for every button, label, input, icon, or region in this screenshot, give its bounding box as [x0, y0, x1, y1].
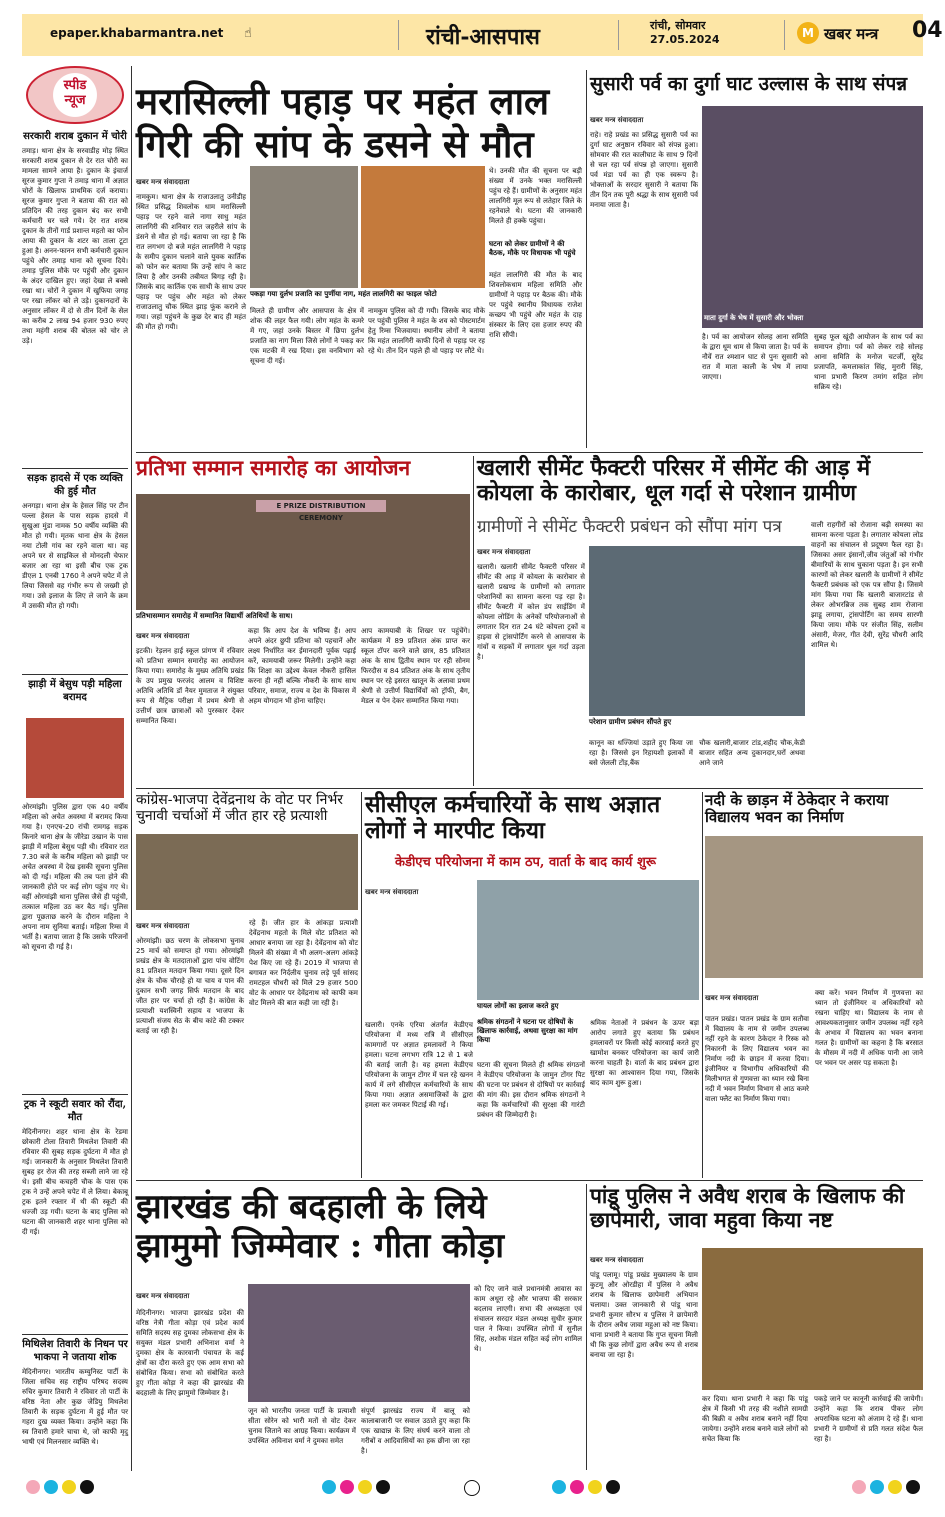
sidebar-headline: मिथिलेश तिवारी के निधन पर भाकपा ने जताया शोक [22, 1339, 128, 1363]
edition-date: 27.05.2024 [650, 33, 720, 46]
speed-news-sidebar [22, 66, 128, 1471]
sidebar-headline: झाड़ी में बेसुध पड़ी महिला बरामद [28, 679, 122, 703]
woman-photo [26, 718, 124, 798]
article-headline: पांडू पुलिस ने अवैध शराब के खिलाफ की छापेमारी, जावा महुवा किया नष्ट [590, 1183, 905, 1233]
article-text: सुबह फूल खूंदी आयोजन के साथ पर्व का समापन होगा। पर्व को लेकर राहे सोलह आना समिति के मनोज चटर्जी, सुरेंद्र प्रजापति, कमलाकांत सिंह, मुरारी सिंह, थाना प्रभारी किरण तमांग सहित लोग सक्रिय रहे। [814, 333, 923, 391]
byline: खबर मन्त्र संवाददाता [136, 178, 190, 186]
badge-line-2: न्यूज [64, 93, 86, 108]
villagers-discussion-photo [136, 834, 358, 910]
article-pandu-police-raid [590, 1184, 923, 1470]
article-text: को दिए जाने वाले प्रधानमंत्री आवास का काम अधूरा रहे और भाजपा की सरकार बदलाव लाएगी। सभा की अध्यक्षता एवं संचालन सरदार मंडल अध्यक्ष सुधीर कुमार पाल ने किया। उपस्थित लोगों में सुनील सिंह, अशोक मंडल सहित कई लोग शामिल थे। [474, 1285, 582, 1353]
page-title: रांची-आसपास [426, 24, 540, 50]
color-dot-icon [588, 1480, 602, 1494]
color-dot-icon [62, 1480, 76, 1494]
article-text: पातन प्रखंड। पातन प्रखंड के ग्राम सतौवा में विद्यालय के नाम से जमीन उपलब्ध नहीं रहने के कारण ठेकेदार ने रिस्क को निकारनी के लिए विद्यालय भवन का निर्माण नदी के छाड़न में करवा दिया। इंजीनियर व विभागीय अधिकारियों की मिलीभगत से गुणवत्ता का ध्यान रखे बिना नदी में भवन निर्माण विभाग से आठ कमरे वाला फ्लैट का निर्माण किया गया। [705, 1015, 809, 1103]
article-text: संपूर्ण झारखंड राज्य में बालू को कालाबाजारी पर सवाल उठाते हुए कहा कि एक खाद्यान्न के लिए संघर्ष करने वाला तो गरीबों व आदिवासियों का हक छीना जा रहा है। [361, 1407, 470, 1455]
sidebar-headline: सड़क हादसे में एक व्यक्ति की हुई मौत [27, 473, 123, 497]
article-headline: झारखंड की बदहाली के लिये झामुमो जिम्मेवार : गीता कोड़ा [136, 1187, 505, 1267]
column-rule [702, 792, 703, 1178]
divider [22, 468, 128, 469]
article-text: जून को भारतीय जनता पार्टी के प्रत्याशी सीता सोरेन को भारी मतों से वोट देकर चुनाव जिताने का आग्रह किया। कार्यक्रम में उपस्थित अविनाश वर्मा ने दुमका समेत [248, 1407, 356, 1445]
divider [22, 1334, 128, 1335]
article-text: पकड़े जाने पर कानूनी कार्रवाई की जायेगी। उन्होंने कहा कि शराब पीकर लोग अपराधिक घटना को अंजाम दे रहे हैं। थाना प्रभारी ने ग्रामीणों से प्रति गलत संदेश फैल रहा है। [814, 1395, 923, 1443]
color-dot-icon [570, 1480, 584, 1494]
site-url[interactable]: epaper.khabarmantra.net [50, 26, 224, 40]
brand-logo-icon: M [797, 22, 819, 44]
color-dot-icon [358, 1480, 372, 1494]
photo-caption: पकड़ा गया दुर्लभ प्रजाति का पुर्णीया नाग, महंत लालगिरी का फाइल फोटो [250, 290, 437, 298]
article-text: मेदिनीनगर। भाजपा झारखंड प्रदेश की वरिष्ठ नेत्री गीता कोड़ा एवं प्रदेश कार्य समिति सदस्य सह दुमका लोकसभा क्षेत्र के सयुक्त मंडल प्रभारी अभिनाश वर्मा ने दुमका क्षेत्र के कारवानी पंचायत के कई क्षेत्रों का दौरा करते हुए एक आम सभा को संबोधित किया। सभा को संबोधित करते हुए गीता कोड़ा ने कहा की झारखंड की बदहाली के लिए झामुमो जिम्मेवार है। [136, 1309, 244, 1397]
byline: खबर मन्त्र संवाददाता [136, 632, 190, 640]
article-text: कर दिया। थाना प्रभारी ने कहा कि पांडू क्षेत्र में किसी भी तरह की नशीले सामग्री की बिक्री व अवैध शराब बनाने नहीं दिया जायेगा। उन्होंने शराब बनाने वाले लोगों को सचेत किया कि [702, 1395, 808, 1443]
divider [398, 20, 399, 50]
color-dot-icon [44, 1480, 58, 1494]
article-text: ओरमांझी। छठ चरण के लोकसभा चुनाव 25 मार्च को समाप्त हो गया। ओरमांझी प्रखंड क्षेत्र के मतदाताओं द्वारा पांच वोटिंग 81 प्रतिशत मतदान किया गया। दूसरे दिन क्षेत्र के चौक चौराहे हो या चाय व पान की दुकान सभी जगह सिर्फ मतदान के बाद जीत हार पर चर्चा हो रही है। कांग्रेस के प्रत्याशी यशस्विनी सहाय व भाजपा के प्रत्याशी संजय सेठ के बीच कांटे की टक्कर बताई जा रही है। [136, 937, 244, 1035]
divider [22, 1094, 128, 1095]
article-subhead: ग्रामीणों ने सीमेंट फैक्टरी प्रबंधन को सौंपा मांग पत्र [477, 517, 782, 537]
sidebar-item [22, 1338, 128, 1471]
divider [618, 20, 619, 50]
color-dot-icon [888, 1480, 902, 1494]
sidebar-item [22, 472, 128, 672]
mahua-photo [702, 1248, 923, 1390]
brand-name: खबर मन्त्र [824, 25, 879, 43]
byline: खबर मन्त्र संवाददाता [365, 888, 419, 896]
page-header [22, 14, 943, 56]
color-dot-icon [906, 1480, 920, 1494]
sidebar-body: तमाड़। थाना क्षेत्र के सरवाडीह मोड़ स्थित सरकारी शराब दुकान से देर रात चोरी का मामला सामने आया है। दुकान के इंचार्ज सूरज कुमार गुप्ता ने तमाड़ थाना में अज्ञात चोरों के खिलाफ प्राथमिक दर्ज कराया। सूरज कुमार गुप्ता ने बताया की रात को प्रतिदिन की तरह दुकान बंद कर सभी कर्मचारी घर चले गये। देर रात शराब दुकान के तीनों गार्ड प्रशान्त महतो का फोन आया की दुकान के शटर का ताला टूटा हुआ है। अनन-फानन सभी कर्मचारी दुकान पहुंचे और तमाड़ थाना को सूचना दिये। तमाड़ पुलिस मौके पर पहुंची और दुकान के अंदर दाखिल हुए। जहां देखा ले बक्से रखा था। चोरों ने दुकान में खुफिया जगह पर रखा लॉकर को ले उड़े। दुकानदारों के अनुसार लॉकर में दो से तीन दिनों के सेल का करीब 2 लाख 94 हजार 930 रुपए तथा महंगी शराब की बोतल को चोर ले उड़े। [22, 147, 128, 345]
photo-caption: घायल लोगों का इलाज करते हुए [477, 1002, 559, 1010]
article-text: नामकुम पुलिस को दी गयी। जिसके बाद मौके पर पहुंची पुलिस ने महंत के शव को पोस्टमार्टम हेतु रिम्स भिजवाया। स्थानीय लोगों ने बताया कि महंत लालगिरी काफी दिनों से पहाड़ पर रह रहे थे। तीन दिन पहले ही वो पहाड़ पर लौटे थे। [368, 307, 485, 355]
byline: खबर मन्त्र संवाददाता [590, 1256, 644, 1264]
crosshair-icon [464, 1480, 480, 1496]
photo-caption: प्रतिभासम्मान समारोह में सम्मानित विद्यार्थी अतिथियों के साथ। [136, 612, 293, 620]
place-day: रांची, सोमवार [650, 19, 706, 32]
injured-photo [477, 880, 699, 1000]
color-dot-icon [322, 1480, 336, 1494]
color-dot-icon [26, 1480, 40, 1494]
byline: खबर मन्त्र संवाददाता [477, 548, 531, 556]
ceremony-photo [136, 494, 470, 610]
byline: खबर मन्त्र संवाददाता [136, 922, 190, 930]
color-dot-icon [870, 1480, 884, 1494]
sidebar-item [22, 130, 128, 465]
article-headline: खलारी सीमेंट फैक्टरी परिसर में सीमेंट की आड़ में कोयला के कारोबार, धूल गर्दा से परेशान ग्रामीण [477, 455, 871, 507]
article-headline: सुसारी पर्व का दुर्गा घाट उल्लास के साथ संपन्न [590, 73, 908, 95]
article-subhead: श्रमिक संगठनों ने घटना पर दोषियों के खिलाफ कार्रवाई, अथवा सुरक्षा का मांग किया [477, 1018, 578, 1044]
article-mahant-death [136, 70, 582, 450]
article-text: क्या करें। भवन निर्माण में गुणवत्ता का ध्यान तो इंजीनियर व अधिकारियों को रखना चाहिए था। विद्यालय के नाम से आवश्यकतानुसार जमीन उपलब्ध नहीं रहने के अभाव में विद्यालय का भवन बनाना गलत है। ग्रामीणों का कहना है कि बरसात के मौसम में नदी में अधिक पानी आ जाने पर भवन पर असर पड़ सकता है। [815, 989, 923, 1067]
column-rule [361, 792, 362, 1178]
sidebar-item [22, 802, 128, 1092]
speed-news-badge [26, 66, 124, 124]
color-dot-icon [80, 1480, 94, 1494]
article-text: पांडू पलामू। पांडू प्रखंड मुख्यालय के ग्राम कुटमू और ओरडीहा में पुलिस ने अवैध शराब के खिलाफ छापेमारी अभियान चलाया। उक्त जानकारी से पांडू थाना प्रभारी कुमार सौरभ व पुलिस ने छापेमारी के दौरान अवैध जावा महुआ को नष्ट किया। थाना प्रभारी ने बताया कि गुप्त सूचना मिली थी कि कुछ लोगों द्वारा अवैध रूप से शराब बनाया जा रहा है। [590, 1271, 698, 1359]
article-text: कहा कि आप देश के भविष्य हैं। आप अपने अंदर छुपी प्रतिभा को पहचानें और लक्ष्य निर्धारित कर ईमानदारी पूर्वक पढ़ाई करें, कामयाबी जरूर मिलेगी। उन्होंने कहा कि शिक्षा का उद्देश्य केवल नौकरी हासिल करना ही नहीं बल्कि नौकरी के साथ साथ परिवार, समाज, राज्य व देश के विकास में अहम योगदान भी होना चाहिए। [248, 627, 356, 705]
rally-photo [248, 1284, 470, 1402]
sidebar-body: मेदिनीनगर। शहर थाना क्षेत्र के रेडमा छोकारी टोला तिवारी मिथलेश तिवारी की रविवार की सुबह सड़क दुर्घटना में मौत हो गई। जानकारी के अनुसार मिथलेश तिवारी सुबह हर रोज की तरह सब्जी लाने जा रहे थे। इसी बीच कचहरी चौक के पास एक ट्रक ने उन्हें अपने चपेट में ले लिया। बेकाबू ट्रक इतने रफ्तार में थी की स्कूटी की धज्जी उड़ गयी। घटना के बाद पुलिस को घटना की जानकारी शहर थाना पुलिस को दी गई। [22, 1128, 128, 1236]
date-line [650, 19, 720, 47]
column-rule [586, 1184, 587, 1470]
ceremony-banner: E PRIZE DISTRIBUTION CEREMONY [256, 500, 386, 512]
article-text: कानून का धज्जियां उड़ाते हुए किया जा रहा है। जिससे इन रिहायशी इलाकों में बसे जेलली टोंड़,बैंक [589, 739, 693, 767]
byline: खबर मन्त्र संवाददाता [136, 1292, 190, 1300]
color-dot-icon [376, 1480, 390, 1494]
article-text: वाली राहगीरों को रोजाना बढ़ी समस्या का सामना करना पड़ता है। लगातार कोयला लोड वाहनों का संचालन से प्रदूषण फैल रहा है। जिसका असर इंसानों,जीव जंतुओं को गंभीर बीमारियों के साथ चुकाना पड़ता है। इन सभी कारणों को लेकर खलारी के ग्रामीणों ने सीमेंट फैक्टरी प्रबंधक को एक पत्र सौंपा है। जिसमे मांग किया गया कि खलारी बाजारटांड से लेकर ओभरब्रिज तक सुबह शाम रोजाना झाडू लगाया, ट्रांसपोर्टिंग का समय सारणी किया जाय। मौके पर संजीत सिंह, सलीम अंसारी, मेजर, गीत देवी, सुरेंद्र चौधरी आदि शामिल थे। [811, 521, 923, 649]
column-rule [586, 70, 587, 448]
badge-line-1: स्पीड [63, 78, 87, 93]
article-talent-felicitation [136, 456, 470, 786]
article-geeta-koda [136, 1184, 582, 1470]
sidebar-body: अनगड़ा। थाना क्षेत्र के हेसल सिंह पर टीन पल्ला हेसल के पास सड़क हादसे में सुखुआ मुंडा नामक 50 वर्षीय व्यक्ति की मौत हो गयी। मृतक थाना क्षेत्र के हेसल नया टोली गांव का रहने वाला था। वह अपने घर से साइकिल से मोनदली चेफार बजार आ रहा था इसी बीच एक ट्रक डीएल 1 एनबी 1760 ने अपने चपेट में ले लिया जिससे वह गंभीर रूप से जख्मी हो गया। उसे इलाज के लिए ले जाने के क्रम में उसकी मौत हो गयी। [22, 502, 128, 610]
article-susari-festival [590, 70, 923, 450]
byline: खबर मन्त्र संवाददाता [705, 994, 759, 1002]
color-dot-icon [852, 1480, 866, 1494]
article-text: आप कामयाबी के शिखर पर पहुंचेंगे। कार्यक्रम में 89 प्रतिशत अंक प्राप्त कर स्कूल टॉपर करने वाले छात्र, 85 प्रतिशत अंक के साथ द्वितीय स्थान पर रही सोनम फिरदौस व 84 प्रतिशत अंक के साथ तृतीय स्थान पर रहे इसरत खातून के अलावा प्रथम श्रेणी से उत्तीर्ण विद्यार्थियों को ट्रॉफी, बैग, मेडल व पेन देकर सम्मानित किया गया। [361, 627, 470, 705]
sidebar-body: मेदिनीनगर। भारतीय कम्युनिस्ट पार्टी के जिला सचिव सह राष्ट्रीय परिषद सदस्य रुचिर कुमार तिवारी ने रविवार तो पार्टी के वरिष्ठ नेता और कुछ जेडियु मिथलेश तिवारी के सड़क दुर्घटना में हुई मौत पर गहरा दुख व्यक्त किया। उन्होंने कहा कि स्व तिवारी हमारे चाचा थे, जो काफी मृदु भाषी एवं मिलनसार व्यक्ति थे। [22, 1368, 128, 1446]
article-headline: प्रतिभा सम्मान समारोह का आयोजन [136, 455, 411, 480]
divider [784, 20, 785, 50]
divider [136, 452, 923, 453]
snake-photo [250, 166, 358, 288]
article-subhead: घटना को लेकर ग्रामीणों ने की बैठक, मौके पर विधायक भी पहुंचे [489, 240, 576, 257]
article-school-building [705, 792, 923, 1178]
article-ccl-assault [365, 792, 699, 1178]
sidebar-headline: ट्रक ने स्कूटी सवार को रौंदा, मौत [23, 1099, 127, 1123]
color-dot-icon [606, 1480, 620, 1494]
divider [22, 674, 128, 675]
article-headline: कांग्रेस-भाजपा देवेंद्रनाथ के वोट पर निर्भर चुनावी चर्चाओं में जीत हार रहे प्रत्याशी [136, 792, 344, 825]
article-text: खलारी। खलारी सीमेंट फैक्टरी परिसर में सीमेंट की आड़ में कोयला के कारोबार से खलारी प्रखण्ड के ग्रामीणों को लगातार परेशानियों का सामना करना पड़ रहा है। सीमेंट फैक्टरी में कोल डंप साईडिंग में कोयला लोडिंग के अनेकों परियोजनाओं से लगातार दिन रात 24 घंटे कोयला ट्रकों व हाइवा से ट्रांसपोर्टिंग करने से आसपास के गांवों व सड़कों में लगातार धूल गर्दा उड़ता है। [477, 563, 585, 661]
cursor-icon: ☝ [244, 26, 252, 41]
article-text: श्रमिक नेताओं ने प्रबंधन के ऊपर बड़ा आरोप लगाते हुए बताया कि प्रबंधन हमलावरों पर किसी कोई कारवाई करते हुए खामोश बनकर परियोजना का कार्य जारी करना चाहती है। वार्ता के बाद प्रबंधन द्वारा सुरक्षा का आश्वासन दिया गया, जिसके बाद काम शुरू हुआ। [590, 1019, 699, 1087]
photo-caption: माता दुर्गा के भेष में सुसारी और भोक्ता [704, 314, 804, 322]
article-text: रहे हैं। जीत हार के आंकड़ा प्रत्याशी देवेंद्रनाथ महतो के मिले वोट प्रतिशत को आधार बनाया जा रहा है। देवेंद्रनाथ को वोट मिलने की संख्या में भी अलग-अलग आंकड़े पेश किए जा रहे हैं। 2019 में भाजपा से बगावत कर निर्दलीय चुनाव लड़े पूर्व सांसद रामटहल चौधरी को मिले 29 हजार 500 वोट के आधार पर देवेंद्रनाथ को काफी कम वोट मिलने की बात कही जा रही है। [249, 919, 358, 1007]
column-rule [473, 456, 474, 786]
article-text: महंत लालगिरी की मौत के बाद शिवलोकधाम महिला समिति और ग्रामीणों ने पहाड़ पर बैठक की। मौके पर पहुंचे स्थानीय विधायक राजेश कच्छप भी पहुंचे और महंत के दाह संस्कार के लिए दस हजार रुपए की राशि सौंपी। [489, 271, 582, 339]
divider [136, 788, 923, 789]
sidebar-item-header [22, 678, 128, 708]
byline: खबर मन्त्र संवाददाता [590, 116, 644, 124]
article-headline: नदी के छाड़न में ठेकेदार ने कराया विद्यालय भवन का निर्माण [705, 791, 889, 827]
school-building-photo [705, 836, 923, 978]
villagers-photo [589, 546, 805, 716]
article-text: है। पर्व का आयोजन सोलह आना समिति के द्वारा धूम धाम से किया जाता है। पर्व के नौवें रात श्मशान घाट से पुनः सुसारी को रात में माता काली के भेष में लाया जाएगा। [702, 333, 808, 381]
article-text: नामकुम। थाना क्षेत्र के राजाउलातु उनीडीह स्थित प्रसिद्ध शिवलोक धाम मरासिल्ली पहाड़ पर रहने वाले नागा साधु महंत लालगिरी की शनिवार रात जहरीले सांप के डंसने से मौत हो गई। बताया जा रहा है कि रात लगभग दो बजे महंत लालगिरी ने पहाड़ के समीप दुकान चलाने वाले युवक कार्तिक को फोन कर बताया कि उन्हें सांप ने काट लिया है और उनकी तबीयत बिगड़ रही है। जिसके बाद कार्तिक एक साथी के साथ उपर पहाड़ पर पहुंच और महंत को लेकर राजाउलातु चौक स्थित झाड़ फूंक कराने ले गया। जहां पहुंचने के कुछ देर बाद ही महंत की मौत हो गयी। [136, 193, 246, 331]
column-rule [131, 66, 132, 1471]
article-khalari-coal [477, 456, 923, 786]
registration-marks [22, 1474, 923, 1502]
article-text: घटना की सूचना मिलते ही श्रमिक संगठनों ने केडीएच परियोजना के जामुन टोंगर पिट की घटना पर प्रबंधन से दोषियों पर कार्रवाई की मांग की। इस दौरान श्रमिक संगठनों ने कहा कि कर्मचारियों की सुरक्षा की गारंटी प्रबंधन की जिम्मेदारी है। [477, 1061, 585, 1119]
article-text: इटकी। रेड़लन हाई स्कूल प्रांगण में रविवार को प्रतिभा सम्मान समारोह का आयोजन किया गया। समारोह के मुख्य अतिथि प्रखंड के उप प्रमुख फरजंद आलम व विशिष्ट अतिथि अतिथि डॉ नैयर मुमताज ने संयुक्त रूप से मैट्रिक परीक्षा में प्रथम श्रेणी से उत्तीर्ण छात्र छात्राओं को पुरस्कार देकर सम्मानित किया। [136, 647, 244, 725]
article-text: राहे। राहे प्रखंड का प्रसिद्ध सुसारी पर्व का दुर्गा घाट अनुष्ठान रविवार को संपन्न हुआ। सोमवार की रात कालीघाट के साथ 9 दिनों से चल रहा पर्व संपन्न हो जाएगा। सुसारी पर्व मंडा पर्व का ही एक स्वरूप है। भोक्ताओं के सरदार सुसारी ने बताया कि तीन दिन तक पूरी श्रद्धा के साथ सुसारी पर्व मनाया जाता है। [590, 131, 698, 209]
sidebar-body: ओरमांझी। पुलिस द्वारा एक 40 वर्षीय महिला को अचेत अवस्था में बरामद किया गया है। एनएच-20 रांची रामगढ़ सड़क किनारे थाना क्षेत्र के जीरेडा उखान के पास झाड़ी में महिला बेसुध पड़ी थी। रविवार रात 7.30 बजे के करीब महिला को झाड़ी पर अचेत अवस्था में देख इसकी सूचना पुलिस को दी गई। महिला की तब पता होने की जानकारी होते पर कई लोग पहुंच गए थे। वहीं ओरमांझी थाना पुलिस जैसे ही पहुंची, तत्काल महिला उठ कर बैठ गई। पुलिस द्वारा पूछताछ करने के दौरान महिला ने अपना नाम सुनिया बताई। महिला रिम्स में भर्ती है। बताया जाता है कि उसके परिजनों को सूचना दी गई है। [22, 803, 129, 951]
sidebar-item [22, 1098, 128, 1333]
article-headline: सीसीएल कर्मचारियों के साथ अज्ञात लोगों ने मारपीट किया [365, 791, 661, 845]
article-election-talk [136, 792, 358, 1178]
photo-caption: परेशान ग्रामीण प्रबंधन सौंपते हुए [589, 718, 672, 726]
article-text: खलारी। एनके एरिया अंतर्गत केडीएच परियोजना में मध्य रात्रि में सीसीएल कामगारों पर अज्ञात हमलावरों ने किया हमला। घटना लगभग रात्रि 12 से 1 बजे की बताई जाती है। वह हमला केडीएच परियोजना के जामुन टोंगर में चल रहे खनन कार्य में लगे सीसीएल कर्मचारियों के साथ किया गया। अज्ञात असमाजिकों के द्वारा हमला कर जमकर पिटाई की गई। [365, 1021, 473, 1109]
article-text: मिलते ही ग्रामीण और आसपास के क्षेत्र में शोक की लहर फैल गयी। लोग महंत के कमरे में गए, जहां उनके बिस्तर में छिपा दुर्लभ प्रजाति का नाग मिला जिसे लोगों ने पकड़ कर एक मटकी में रख दिया। इस वनविभाग को सूचना दी गई। [250, 307, 364, 365]
article-text: चौक खलारी,बाजार टांड,शहीद चौक,केडी बाजार सहित अन्य दुकानदार,घरों अथवा आने जाने [699, 739, 805, 767]
color-dot-icon [340, 1480, 354, 1494]
page-number: 04 [912, 18, 943, 43]
mahant-photo [361, 166, 485, 288]
article-subhead: केडीएच परियोजना में काम ठप, वार्ता के बाद कार्य शुरू [395, 855, 656, 870]
festival-photo [702, 106, 923, 328]
article-headline: मरासिल्ली पहाड़ पर महंत लाल गिरी की सांप के डसने से मौत [136, 79, 550, 166]
sidebar-headline: सरकारी शराब दुकान में चोरी [23, 131, 127, 142]
divider [136, 1180, 923, 1181]
article-text: थे। उनकी मौत की सूचना पर बड़ी संख्या में उनके भक्त मरासिल्ली पहुंच रहे हैं। ग्रामीणों के अनुसार महंत लालगिरी मूल रूप से लतेहार जिले के रहनेवाले थे। घटना की जानकारी मिलते ही हक्के पहुंचा। [489, 167, 582, 225]
color-dot-icon [552, 1480, 566, 1494]
